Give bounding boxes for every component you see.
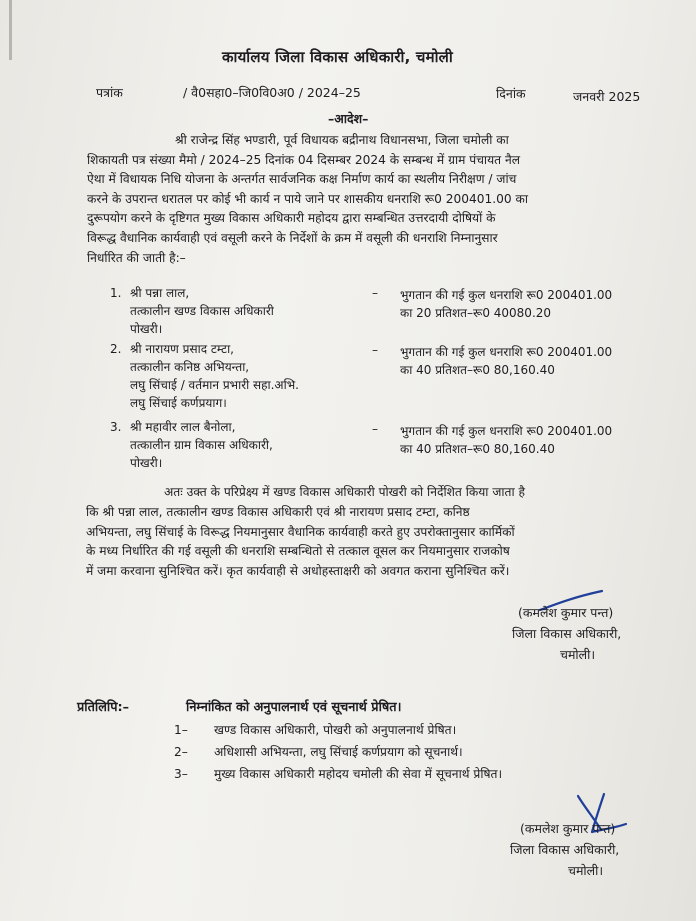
signatory-designation: जिला विकास अधिकारी, <box>510 842 620 857</box>
item-name-line: लघु सिंचाई / वर्तमान प्रभारी सहा.अभि. <box>130 378 299 392</box>
copy-intro: निम्नांकित को अनुपालनार्थ एवं सूचनार्थ प्रेषित। <box>186 700 402 715</box>
signatory-place: चमोली। <box>560 647 596 662</box>
binder-string <box>9 0 12 60</box>
closing-line: के मध्य निर्धारित की गई वसूली की धनराशि सम्बन्धितो से तत्काल वूसल कर नियमानुसार राजकोष <box>86 544 510 559</box>
item-name-line: तत्कालीन खण्ड विकास अधिकारी <box>130 304 274 318</box>
copy-item-number: 3– <box>174 767 188 781</box>
item-amount-line: का 40 प्रतिशत–रू0 80,160.40 <box>400 363 555 377</box>
item-name-line: पोखरी। <box>130 456 163 470</box>
intro-line: शिकायती पत्र संख्या मैमो / 2024–25 दिनांक 04 दिसम्बर 2024 के सम्बन्ध में ग्राम पंचायत नैल <box>87 152 521 167</box>
order-heading: –आदेश– <box>328 111 369 126</box>
copy-item <box>174 743 463 760</box>
date-value: जनवरी 2025 <box>573 89 641 104</box>
item-name-line: लघु सिंचाई कर्णप्रयाग। <box>130 396 227 410</box>
copy-item-number: 2– <box>174 745 188 759</box>
date-label: दिनांक <box>496 86 526 101</box>
item-name-line: पोखरी। <box>130 322 163 336</box>
item-name-line: श्री नारायण प्रसाद टम्टा, <box>130 342 234 356</box>
item-amount <box>400 422 612 458</box>
copy-item-number: 1– <box>174 723 188 737</box>
signatory-name: (कमलेश कुमार पन्त) <box>520 821 616 836</box>
copy-item-text: मुख्य विकास अधिकारी महोदय चमोली की सेवा में सूचनार्थ प्रेषित। <box>214 767 503 781</box>
item-name <box>130 284 274 338</box>
copy-item <box>174 721 456 738</box>
item-dash: – <box>372 286 378 300</box>
reference-label: पत्रांक <box>96 85 123 100</box>
intro-line: श्री राजेन्द्र सिंह भण्डारी, पूर्व विधायक बद्रीनाथ विधानसभा, जिला चमोली का <box>175 133 509 147</box>
item-dash: – <box>372 422 378 436</box>
signatory-name: (कमलेश कुमार पन्त) <box>518 605 614 620</box>
office-title: कार्यालय जिला विकास अधिकारी, चमोली <box>222 48 453 66</box>
closing-line: अतः उक्त के परिप्रेक्ष्य में खण्ड विकास अधिकारी पोखरी को निर्देशित किया जाता है <box>164 485 525 499</box>
item-name <box>130 418 273 472</box>
intro-line: विरूद्ध वैधानिक कार्यवाही एवं वसूली करने के निर्देशों के क्रम में वसूली की धनराशि निम्नानुसार <box>87 230 498 245</box>
item-amount-line: भुगतान की गई कुल धनराशि रू0 200401.00 <box>400 424 613 438</box>
item-name-line: श्री पन्ना लाल, <box>130 286 190 300</box>
item-dash: – <box>372 343 378 357</box>
signature-block <box>512 602 621 665</box>
closing-paragraph <box>86 483 525 582</box>
intro-line: करने के उपरान्त धरातल पर कोई भी कार्य न पाये जाने पर शासकीय धनराशि रू0 200401.00 का <box>87 191 529 206</box>
item-name-line: श्री महावीर लाल बैनोला, <box>130 420 236 434</box>
closing-line: में जमा करवाना सुनिश्चित करें। कृत कार्यवाही से अधोहस्ताक्षरी को अवगत कराना सुनिश्चित करें। <box>86 564 510 579</box>
item-amount <box>400 286 612 322</box>
item-amount-line: भुगतान की गई कुल धनराशि रू0 200401.00 <box>400 345 613 359</box>
intro-line: दुरूपयोग करने के दृष्टिगत मुख्य विकास अधिकारी महोदय द्वारा सम्बन्धित उत्तरदायी दोषियों के <box>87 211 496 226</box>
closing-line: अभियन्ता, लघु सिंचाई के विरूद्ध नियमानुसार वैधानिक कार्यवाही करते हुए उपरोक्तानुसार कार्मिकों <box>86 524 515 539</box>
item-amount-line: का 20 प्रतिशत–रू0 40080.20 <box>400 306 552 320</box>
item-amount-line: भुगतान की गई कुल धनराशि रू0 200401.00 <box>400 288 613 302</box>
reference-number: / वै0सहा0–जि0वि0अ0 / 2024–25 <box>183 85 361 100</box>
signatory-place: चमोली। <box>568 863 604 878</box>
copy-item-text: अधिशासी अभियन्ता, लघु सिंचाई कर्णप्रयाग को सूचनार्थ। <box>214 745 463 759</box>
item-number: 2. <box>110 342 122 356</box>
intro-line: ऐथा में विधायक निधि योजना के अन्तर्गत सार्वजनिक कक्ष निर्माण कार्य का स्थलीय निरीक्षण / जांच <box>87 172 517 187</box>
item-number: 3. <box>110 420 122 434</box>
item-amount <box>400 343 612 379</box>
intro-paragraph <box>87 131 528 268</box>
item-name <box>130 340 299 412</box>
copy-label: प्रतिलिपि:– <box>77 700 129 715</box>
signatory-designation: जिला विकास अधिकारी, <box>512 626 622 641</box>
intro-line: निर्धारित की जाती है:– <box>87 250 186 265</box>
copy-item <box>174 765 502 782</box>
signature-block <box>510 818 619 881</box>
item-name-line: तत्कालीन ग्राम विकास अधिकारी, <box>130 438 273 452</box>
item-name-line: तत्कालीन कनिष्ठ अभियन्ता, <box>130 360 250 374</box>
item-amount-line: का 40 प्रतिशत–रू0 80,160.40 <box>400 442 555 456</box>
item-number: 1. <box>110 286 122 300</box>
closing-line: कि श्री पन्ना लाल, तत्कालीन खण्ड विकास अधिकारी एवं श्री नारायण प्रसाद टम्टा, कनिष्ठ <box>86 504 470 519</box>
copy-item-text: खण्ड विकास अधिकारी, पोखरी को अनुपालनार्थ प्रेषित। <box>214 723 457 737</box>
